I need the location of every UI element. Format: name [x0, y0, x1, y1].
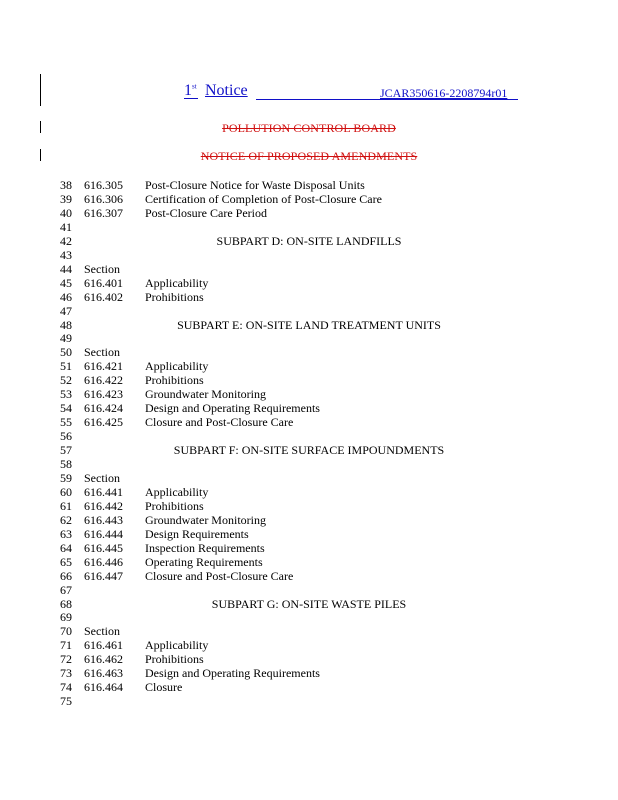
- section-number: 616.464: [84, 680, 123, 694]
- document-line: [60, 331, 72, 345]
- document-line: [60, 178, 365, 192]
- document-line: [60, 499, 204, 513]
- document-line: [60, 220, 72, 234]
- line-number: 67: [60, 583, 72, 597]
- document-line: [60, 276, 209, 290]
- section-number: 616.423: [84, 387, 123, 401]
- line-number: 71: [60, 638, 72, 652]
- line-number: 47: [60, 304, 72, 318]
- section-title: Post-Closure Care Period: [145, 206, 267, 220]
- section-number: 616.447: [84, 569, 123, 583]
- section-number: 616.401: [84, 276, 123, 290]
- section-title: Groundwater Monitoring: [145, 387, 266, 401]
- document-line: [60, 610, 72, 624]
- document-line: [60, 345, 120, 359]
- document-line: [60, 666, 320, 680]
- document-line: [60, 304, 72, 318]
- line-number: 68: [60, 597, 72, 611]
- section-title: Design and Operating Requirements: [145, 401, 320, 415]
- document-line: [60, 206, 267, 220]
- section-title: Operating Requirements: [145, 555, 263, 569]
- section-title: Closure and Post-Closure Care: [145, 569, 294, 583]
- line-number: 42: [60, 234, 72, 248]
- section-number: 616.443: [84, 513, 123, 527]
- section-title: Applicability: [145, 485, 209, 499]
- section-title: Inspection Requirements: [145, 541, 265, 555]
- line-number: 44: [60, 262, 72, 276]
- document-line: [60, 457, 72, 471]
- section-title: Certification of Completion of Post-Closure Care: [145, 192, 382, 206]
- document-line: [60, 262, 120, 276]
- line-number: 63: [60, 527, 72, 541]
- section-number: 616.424: [84, 401, 123, 415]
- deleted-notice-title: NOTICE OF PROPOSED AMENDMENTS: [200, 149, 418, 163]
- line-number: 55: [60, 415, 72, 429]
- document-line: [60, 401, 320, 415]
- line-number: 38: [60, 178, 72, 192]
- section-number: 616.445: [84, 541, 123, 555]
- section-title: Closure: [145, 680, 183, 694]
- section-number: 616.421: [84, 359, 123, 373]
- line-number: 66: [60, 569, 72, 583]
- section-number: 616.425: [84, 415, 123, 429]
- subpart-heading: SUBPART E: ON-SITE LAND TREATMENT UNITS: [177, 318, 441, 332]
- section-number: Section: [84, 345, 120, 359]
- section-title: Applicability: [145, 276, 209, 290]
- line-number: 62: [60, 513, 72, 527]
- document-line: [60, 583, 72, 597]
- header-notice: Notice: [205, 82, 248, 99]
- document-line: [60, 541, 265, 555]
- document-line: [60, 373, 204, 387]
- line-number: 61: [60, 499, 72, 513]
- line-number: 69: [60, 610, 72, 624]
- section-title: Prohibitions: [145, 290, 204, 304]
- section-number: 616.461: [84, 638, 123, 652]
- line-number: 53: [60, 387, 72, 401]
- document-line: [60, 513, 266, 527]
- line-number: 52: [60, 373, 72, 387]
- section-number: 616.306: [84, 192, 123, 206]
- line-number: 56: [60, 429, 72, 443]
- line-number: 64: [60, 541, 72, 555]
- line-number: 57: [60, 443, 72, 457]
- section-number: 616.446: [84, 555, 123, 569]
- header-code: JCAR350616-2208794r01: [380, 86, 508, 100]
- header-dash: [184, 98, 198, 99]
- subpart-heading: SUBPART G: ON-SITE WASTE PILES: [211, 597, 407, 611]
- section-title: Post-Closure Notice for Waste Disposal Units: [145, 178, 365, 192]
- line-number: 50: [60, 345, 72, 359]
- change-bar: [40, 74, 41, 106]
- section-number: 616.442: [84, 499, 123, 513]
- section-number: 616.305: [84, 178, 123, 192]
- line-number: 74: [60, 680, 72, 694]
- deleted-board-title: POLLUTION CONTROL BOARD: [222, 121, 396, 135]
- document-line: [60, 638, 209, 652]
- header-number: 1st: [184, 82, 197, 99]
- subpart-heading: SUBPART D: ON-SITE LANDFILLS: [216, 234, 402, 248]
- section-title: Applicability: [145, 359, 209, 373]
- section-title: Groundwater Monitoring: [145, 513, 266, 527]
- section-title: Prohibitions: [145, 373, 204, 387]
- document-line: [60, 290, 204, 304]
- line-number: 43: [60, 248, 72, 262]
- document-line: [60, 624, 120, 638]
- document-line: [60, 485, 209, 499]
- line-number: 54: [60, 401, 72, 415]
- document-line: [60, 248, 72, 262]
- document-line: [60, 415, 294, 429]
- section-title: Closure and Post-Closure Care: [145, 415, 294, 429]
- section-title: Design and Operating Requirements: [145, 666, 320, 680]
- document-line: [60, 387, 266, 401]
- line-number: 59: [60, 471, 72, 485]
- line-number: 40: [60, 206, 72, 220]
- section-number: 616.307: [84, 206, 123, 220]
- document-line: [60, 694, 72, 708]
- document-line: [60, 555, 263, 569]
- section-number: Section: [84, 262, 120, 276]
- section-number: 616.463: [84, 666, 123, 680]
- line-number: 45: [60, 276, 72, 290]
- section-number: Section: [84, 471, 120, 485]
- document-line: [60, 569, 294, 583]
- line-number: 49: [60, 331, 72, 345]
- document-line: [60, 471, 120, 485]
- subpart-heading: SUBPART F: ON-SITE SURFACE IMPOUNDMENTS: [173, 443, 445, 457]
- document-line: [60, 359, 209, 373]
- line-number: 73: [60, 666, 72, 680]
- line-number: 39: [60, 192, 72, 206]
- line-number: 65: [60, 555, 72, 569]
- section-title: Prohibitions: [145, 499, 204, 513]
- line-number: 46: [60, 290, 72, 304]
- line-number: 48: [60, 318, 72, 332]
- document-line: [60, 429, 72, 443]
- section-number: 616.444: [84, 527, 123, 541]
- line-number: 60: [60, 485, 72, 499]
- section-number: 616.422: [84, 373, 123, 387]
- section-number: 616.441: [84, 485, 123, 499]
- document-line: [60, 527, 249, 541]
- line-number: 75: [60, 694, 72, 708]
- line-number: 70: [60, 624, 72, 638]
- line-number: 51: [60, 359, 72, 373]
- section-title: Applicability: [145, 638, 209, 652]
- document-line: [60, 192, 382, 206]
- section-title: Prohibitions: [145, 652, 204, 666]
- line-number: 58: [60, 457, 72, 471]
- line-number: 41: [60, 220, 72, 234]
- section-number: Section: [84, 624, 120, 638]
- line-number: 72: [60, 652, 72, 666]
- document-line: [60, 680, 183, 694]
- section-number: 616.462: [84, 652, 123, 666]
- section-title: Design Requirements: [145, 527, 249, 541]
- section-number: 616.402: [84, 290, 123, 304]
- document-line: [60, 652, 204, 666]
